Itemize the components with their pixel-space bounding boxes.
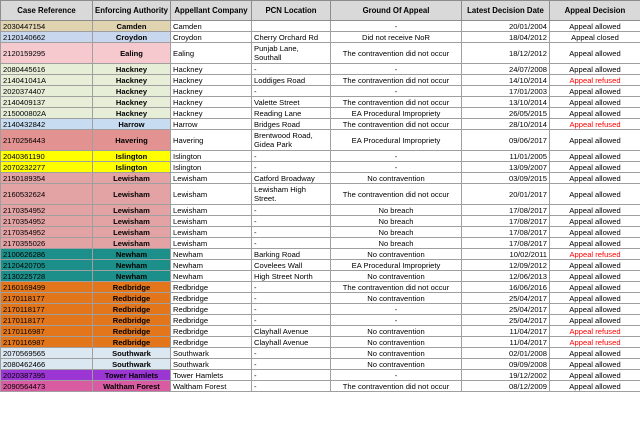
pcn-location-cell[interactable] (252, 21, 331, 32)
decision-date-cell[interactable]: 17/08/2017 (462, 227, 550, 238)
appeal-decision-cell[interactable]: Appeal allowed (550, 315, 640, 326)
enforcing-authority-cell[interactable]: Harrow (93, 119, 171, 130)
ground-of-appeal-cell[interactable]: The contravention did not occur (331, 97, 462, 108)
pcn-location-cell[interactable]: - (252, 216, 331, 227)
enforcing-authority-cell[interactable]: Newham (93, 271, 171, 282)
enforcing-authority-cell[interactable]: Hackney (93, 64, 171, 75)
appellant-company-cell[interactable]: Newham (171, 249, 252, 260)
case-reference-cell[interactable]: 2140432842 (1, 119, 93, 130)
decision-date-cell[interactable]: 17/08/2017 (462, 216, 550, 227)
table-row (1, 21, 640, 32)
appellant-company-cell[interactable]: Redbridge (171, 282, 252, 293)
pcn-location-cell[interactable]: Covelees Wall (252, 260, 331, 271)
enforcing-authority-cell[interactable]: Redbridge (93, 337, 171, 348)
case-reference-cell[interactable]: 2170354952 (1, 216, 93, 227)
appellant-company-cell[interactable]: Tower Hamlets (171, 370, 252, 381)
enforcing-authority-cell[interactable]: Camden (93, 21, 171, 32)
pcn-location-cell[interactable]: Clayhall Avenue (252, 337, 331, 348)
enforcing-authority-cell[interactable]: Lewisham (93, 173, 171, 184)
appeal-decision-cell[interactable]: Appeal closed (550, 32, 640, 43)
decision-date-cell[interactable]: 17/01/2003 (462, 86, 550, 97)
decision-date-cell[interactable]: 17/08/2017 (462, 238, 550, 249)
appellant-company-cell[interactable]: Lewisham (171, 173, 252, 184)
table-row (1, 381, 640, 392)
appellant-company-cell[interactable]: Redbridge (171, 304, 252, 315)
enforcing-authority-cell[interactable]: Hackney (93, 97, 171, 108)
enforcing-authority-cell[interactable]: Islington (93, 162, 171, 173)
table-row (1, 337, 640, 348)
appeal-decision-cell[interactable]: Appeal allowed (550, 282, 640, 293)
appellant-company-cell[interactable]: Ealing (171, 43, 252, 64)
decision-date-cell[interactable]: 02/01/2008 (462, 348, 550, 359)
appeal-decision-cell[interactable]: Appeal allowed (550, 348, 640, 359)
case-reference-cell[interactable]: 2070569565 (1, 348, 93, 359)
pcn-location-cell[interactable]: Cherry Orchard Rd (252, 32, 331, 43)
ground-of-appeal-cell[interactable]: The contravention did not occur (331, 282, 462, 293)
enforcing-authority-cell[interactable]: Newham (93, 249, 171, 260)
appellant-company-cell[interactable]: Islington (171, 151, 252, 162)
case-reference-cell[interactable]: 2100626286 (1, 249, 93, 260)
appellant-company-cell[interactable]: Redbridge (171, 293, 252, 304)
decision-date-cell[interactable]: 28/10/2014 (462, 119, 550, 130)
decision-date-cell[interactable]: 17/08/2017 (462, 205, 550, 216)
appellant-company-cell[interactable]: Hackney (171, 64, 252, 75)
appellant-company-cell[interactable]: Southwark (171, 359, 252, 370)
table-row (1, 238, 640, 249)
ground-of-appeal-cell[interactable]: - (331, 64, 462, 75)
pcn-location-cell[interactable]: Reading Lane (252, 108, 331, 119)
appeal-decision-cell[interactable]: Appeal allowed (550, 260, 640, 271)
case-reference-cell[interactable]: 2160169499 (1, 282, 93, 293)
decision-date-cell[interactable]: 11/04/2017 (462, 326, 550, 337)
enforcing-authority-cell[interactable]: Redbridge (93, 315, 171, 326)
ground-of-appeal-cell[interactable]: No contravention (331, 293, 462, 304)
table-body (1, 21, 640, 392)
decision-date-cell[interactable]: 13/09/2007 (462, 162, 550, 173)
appeal-decision-cell[interactable]: Appeal allowed (550, 381, 640, 392)
table-row (1, 304, 640, 315)
appeal-decision-cell[interactable]: Appeal allowed (550, 205, 640, 216)
appeal-decision-cell[interactable]: Appeal allowed (550, 173, 640, 184)
case-reference-cell[interactable]: 214041041A (1, 75, 93, 86)
pcn-location-cell[interactable]: - (252, 359, 331, 370)
appeal-decision-cell[interactable]: Appeal allowed (550, 304, 640, 315)
case-reference-cell[interactable]: 2130225728 (1, 271, 93, 282)
pcn-location-cell[interactable]: Clayhall Avenue (252, 326, 331, 337)
ground-of-appeal-cell[interactable]: The contravention did not occur (331, 75, 462, 86)
enforcing-authority-cell[interactable]: Redbridge (93, 282, 171, 293)
appeal-decision-cell[interactable]: Appeal allowed (550, 21, 640, 32)
appellant-company-cell[interactable]: Croydon (171, 32, 252, 43)
appeal-decision-cell[interactable]: Appeal allowed (550, 370, 640, 381)
decision-date-cell[interactable]: 18/12/2012 (462, 43, 550, 64)
appellant-company-cell[interactable]: Newham (171, 271, 252, 282)
pcn-location-cell[interactable]: - (252, 151, 331, 162)
ground-of-appeal-cell[interactable]: No breach (331, 216, 462, 227)
table-row (1, 130, 640, 151)
decision-date-cell[interactable]: 20/01/2017 (462, 184, 550, 205)
appellant-company-cell[interactable]: Hackney (171, 108, 252, 119)
header-row (1, 1, 640, 21)
decision-date-cell[interactable]: 13/10/2014 (462, 97, 550, 108)
decision-date-cell[interactable]: 19/12/2002 (462, 370, 550, 381)
decision-date-cell[interactable]: 14/10/2014 (462, 75, 550, 86)
case-reference-cell[interactable]: 2080445616 (1, 64, 93, 75)
decision-date-cell[interactable]: 08/12/2009 (462, 381, 550, 392)
appeal-decision-cell[interactable]: Appeal refused (550, 249, 640, 260)
case-reference-cell[interactable]: 2070232277 (1, 162, 93, 173)
table-row (1, 86, 640, 97)
appellant-company-cell[interactable]: Lewisham (171, 184, 252, 205)
pcn-location-cell[interactable]: - (252, 304, 331, 315)
case-reference-cell[interactable]: 2160532624 (1, 184, 93, 205)
case-reference-cell[interactable]: 2170118177 (1, 304, 93, 315)
table-row (1, 97, 640, 108)
appeal-decision-cell[interactable]: Appeal allowed (550, 43, 640, 64)
appeal-decision-cell[interactable]: Appeal allowed (550, 64, 640, 75)
appellant-company-cell[interactable]: Waltham Forest (171, 381, 252, 392)
ground-of-appeal-cell[interactable]: The contravention did not occur (331, 119, 462, 130)
ground-of-appeal-cell[interactable]: Did not receive NoR (331, 32, 462, 43)
enforcing-authority-cell[interactable]: Lewisham (93, 205, 171, 216)
ground-of-appeal-cell[interactable]: The contravention did not occur (331, 184, 462, 205)
enforcing-authority-cell[interactable]: Tower Hamlets (93, 370, 171, 381)
pcn-location-cell[interactable]: - (252, 238, 331, 249)
case-reference-cell[interactable]: 2170116987 (1, 337, 93, 348)
decision-date-cell[interactable]: 10/02/2011 (462, 249, 550, 260)
appeal-decision-cell[interactable]: Appeal allowed (550, 238, 640, 249)
pcn-location-cell[interactable]: - (252, 205, 331, 216)
decision-date-cell[interactable]: 25/04/2017 (462, 293, 550, 304)
pcn-location-cell[interactable]: - (252, 282, 331, 293)
header-appellant-company[interactable]: Appellant Company (171, 1, 252, 21)
appeal-decision-cell[interactable]: Appeal allowed (550, 293, 640, 304)
table-row (1, 108, 640, 119)
ground-of-appeal-cell[interactable]: No contravention (331, 173, 462, 184)
case-reference-cell[interactable]: 2030447154 (1, 21, 93, 32)
decision-date-cell[interactable]: 24/07/2008 (462, 64, 550, 75)
table-row (1, 370, 640, 381)
ground-of-appeal-cell[interactable]: - (331, 86, 462, 97)
case-reference-cell[interactable]: 2040361190 (1, 151, 93, 162)
appeal-decision-cell[interactable]: Appeal allowed (550, 86, 640, 97)
table-row (1, 43, 640, 64)
enforcing-authority-cell[interactable]: Croydon (93, 32, 171, 43)
appeal-decision-cell[interactable]: Appeal allowed (550, 151, 640, 162)
enforcing-authority-cell[interactable]: Redbridge (93, 293, 171, 304)
ground-of-appeal-cell[interactable]: No breach (331, 205, 462, 216)
pcn-location-cell[interactable]: - (252, 348, 331, 359)
decision-date-cell[interactable]: 11/01/2005 (462, 151, 550, 162)
pcn-location-cell[interactable]: Lewisham High Street. (252, 184, 331, 205)
ground-of-appeal-cell[interactable]: No breach (331, 238, 462, 249)
decision-date-cell[interactable]: 26/05/2015 (462, 108, 550, 119)
appellant-company-cell[interactable]: Redbridge (171, 315, 252, 326)
pcn-location-cell[interactable]: - (252, 293, 331, 304)
table-row (1, 348, 640, 359)
pcn-location-cell[interactable]: - (252, 315, 331, 326)
ground-of-appeal-cell[interactable]: - (331, 304, 462, 315)
case-reference-cell[interactable]: 2170354952 (1, 205, 93, 216)
enforcing-authority-cell[interactable]: Redbridge (93, 326, 171, 337)
case-reference-cell[interactable]: 2120159295 (1, 43, 93, 64)
pcn-location-cell[interactable]: - (252, 381, 331, 392)
appellant-company-cell[interactable]: Lewisham (171, 227, 252, 238)
decision-date-cell[interactable]: 25/04/2017 (462, 304, 550, 315)
ground-of-appeal-cell[interactable]: - (331, 21, 462, 32)
pcn-location-cell[interactable]: Punjab Lane, Southall (252, 43, 331, 64)
decision-date-cell[interactable]: 09/06/2017 (462, 130, 550, 151)
table-row (1, 326, 640, 337)
pcn-location-cell[interactable]: Valette Street (252, 97, 331, 108)
pcn-location-cell[interactable]: Loddiges Road (252, 75, 331, 86)
decision-date-cell[interactable]: 25/04/2017 (462, 315, 550, 326)
case-reference-cell[interactable]: 2170116987 (1, 326, 93, 337)
header-latest-decision-date[interactable]: Latest Decision Date (462, 1, 550, 21)
header-enforcing-authority[interactable]: Enforcing Authority (93, 1, 171, 21)
table-row (1, 173, 640, 184)
pcn-location-cell[interactable]: - (252, 64, 331, 75)
table-row (1, 315, 640, 326)
case-reference-cell[interactable]: 2120420705 (1, 260, 93, 271)
enforcing-authority-cell[interactable]: Southwark (93, 348, 171, 359)
ground-of-appeal-cell[interactable]: No contravention (331, 337, 462, 348)
ground-of-appeal-cell[interactable]: EA Procedural Impropriety (331, 108, 462, 119)
appellant-company-cell[interactable]: Redbridge (171, 326, 252, 337)
ground-of-appeal-cell[interactable]: No contravention (331, 271, 462, 282)
appellant-company-cell[interactable]: Havering (171, 130, 252, 151)
decision-date-cell[interactable]: 11/04/2017 (462, 337, 550, 348)
decision-date-cell[interactable]: 20/01/2004 (462, 21, 550, 32)
appeal-decision-cell[interactable]: Appeal allowed (550, 130, 640, 151)
decision-date-cell[interactable]: 16/06/2016 (462, 282, 550, 293)
table-row (1, 249, 640, 260)
ground-of-appeal-cell[interactable]: No contravention (331, 348, 462, 359)
ground-of-appeal-cell[interactable]: No contravention (331, 326, 462, 337)
ground-of-appeal-cell[interactable]: The contravention did not occur (331, 381, 462, 392)
decision-date-cell[interactable]: 09/09/2008 (462, 359, 550, 370)
table-row (1, 119, 640, 130)
enforcing-authority-cell[interactable]: Havering (93, 130, 171, 151)
case-reference-cell[interactable]: 2120140662 (1, 32, 93, 43)
ground-of-appeal-cell[interactable]: No breach (331, 227, 462, 238)
appeal-decision-cell[interactable]: Appeal allowed (550, 216, 640, 227)
ground-of-appeal-cell[interactable]: - (331, 162, 462, 173)
table-row (1, 162, 640, 173)
enforcing-authority-cell[interactable]: Hackney (93, 108, 171, 119)
enforcing-authority-cell[interactable]: Southwark (93, 359, 171, 370)
appellant-company-cell[interactable]: Lewisham (171, 205, 252, 216)
pcn-location-cell[interactable]: High Street North (252, 271, 331, 282)
pcn-location-cell[interactable]: - (252, 227, 331, 238)
enforcing-authority-cell[interactable]: Redbridge (93, 304, 171, 315)
ground-of-appeal-cell[interactable]: - (331, 151, 462, 162)
table-row (1, 216, 640, 227)
pcn-location-cell[interactable]: Brentwood Road, Gidea Park (252, 130, 331, 151)
appellant-company-cell[interactable]: Camden (171, 21, 252, 32)
header-appeal-decision[interactable]: Appeal Decision (550, 1, 640, 21)
appeal-decision-cell[interactable]: Appeal allowed (550, 108, 640, 119)
case-reference-cell[interactable]: 2170256443 (1, 130, 93, 151)
case-reference-cell[interactable]: 2080462466 (1, 359, 93, 370)
pcn-location-cell[interactable]: - (252, 162, 331, 173)
appellant-company-cell[interactable]: Hackney (171, 75, 252, 86)
appellant-company-cell[interactable]: Harrow (171, 119, 252, 130)
enforcing-authority-cell[interactable]: Hackney (93, 75, 171, 86)
case-reference-cell[interactable]: 2020374407 (1, 86, 93, 97)
case-reference-cell[interactable]: 2170354952 (1, 227, 93, 238)
enforcing-authority-cell[interactable]: Hackney (93, 86, 171, 97)
ground-of-appeal-cell[interactable]: No contravention (331, 359, 462, 370)
enforcing-authority-cell[interactable]: Lewisham (93, 227, 171, 238)
decision-date-cell[interactable]: 12/09/2012 (462, 260, 550, 271)
header-pcn-location[interactable]: PCN Location (252, 1, 331, 21)
ground-of-appeal-cell[interactable]: - (331, 370, 462, 381)
table-row (1, 64, 640, 75)
case-reference-cell[interactable]: 2170118177 (1, 293, 93, 304)
pcn-location-cell[interactable]: Catford Broadway (252, 173, 331, 184)
appellant-company-cell[interactable]: Lewisham (171, 238, 252, 249)
appellant-company-cell[interactable]: Lewisham (171, 216, 252, 227)
table-row (1, 271, 640, 282)
ground-of-appeal-cell[interactable]: No contravention (331, 249, 462, 260)
appellant-company-cell[interactable]: Hackney (171, 86, 252, 97)
table-row (1, 359, 640, 370)
decision-date-cell[interactable]: 03/09/2015 (462, 173, 550, 184)
decision-date-cell[interactable]: 18/04/2012 (462, 32, 550, 43)
appeal-decision-cell[interactable]: Appeal refused (550, 337, 640, 348)
table-row (1, 227, 640, 238)
table-row (1, 184, 640, 205)
appeal-decision-cell[interactable]: Appeal allowed (550, 162, 640, 173)
pcn-location-cell[interactable]: Barking Road (252, 249, 331, 260)
ground-of-appeal-cell[interactable]: EA Procedural Impropriety (331, 260, 462, 271)
appeal-decision-cell[interactable]: Appeal allowed (550, 227, 640, 238)
case-reference-cell[interactable]: 2090564473 (1, 381, 93, 392)
appeal-decision-cell[interactable]: Appeal allowed (550, 97, 640, 108)
pcn-location-cell[interactable]: - (252, 370, 331, 381)
pcn-location-cell[interactable]: Bridges Road (252, 119, 331, 130)
enforcing-authority-cell[interactable]: Lewisham (93, 184, 171, 205)
appeal-decision-cell[interactable]: Appeal allowed (550, 359, 640, 370)
case-reference-cell[interactable]: 2020387395 (1, 370, 93, 381)
appellant-company-cell[interactable]: Islington (171, 162, 252, 173)
table-row (1, 260, 640, 271)
table-row (1, 205, 640, 216)
appellant-company-cell[interactable]: Hackney (171, 97, 252, 108)
ground-of-appeal-cell[interactable]: EA Procedural Impropriety (331, 130, 462, 151)
appellant-company-cell[interactable]: Redbridge (171, 337, 252, 348)
appeal-decision-cell[interactable]: Appeal refused (550, 326, 640, 337)
case-reference-cell[interactable]: 215000802A (1, 108, 93, 119)
case-reference-cell[interactable]: 2170118177 (1, 315, 93, 326)
table-row (1, 293, 640, 304)
appellant-company-cell[interactable]: Newham (171, 260, 252, 271)
enforcing-authority-cell[interactable]: Newham (93, 260, 171, 271)
case-reference-cell[interactable]: 2140409137 (1, 97, 93, 108)
appeal-decision-cell[interactable]: Appeal allowed (550, 271, 640, 282)
ground-of-appeal-cell[interactable]: - (331, 315, 462, 326)
decision-date-cell[interactable]: 12/06/2013 (462, 271, 550, 282)
enforcing-authority-cell[interactable]: Lewisham (93, 238, 171, 249)
table-row (1, 282, 640, 293)
enforcing-authority-cell[interactable]: Lewisham (93, 216, 171, 227)
header-ground-of-appeal[interactable]: Ground Of Appeal (331, 1, 462, 21)
enforcing-authority-cell[interactable]: Islington (93, 151, 171, 162)
table-row (1, 75, 640, 86)
pcn-location-cell[interactable]: - (252, 86, 331, 97)
ground-of-appeal-cell[interactable]: The contravention did not occur (331, 43, 462, 64)
appeal-decision-cell[interactable]: Appeal refused (550, 75, 640, 86)
enforcing-authority-cell[interactable]: Waltham Forest (93, 381, 171, 392)
appeal-decision-cell[interactable]: Appeal refused (550, 119, 640, 130)
case-reference-cell[interactable]: 2170355026 (1, 238, 93, 249)
enforcing-authority-cell[interactable]: Ealing (93, 43, 171, 64)
appeal-decision-cell[interactable]: Appeal allowed (550, 184, 640, 205)
table-row (1, 32, 640, 43)
appellant-company-cell[interactable]: Southwark (171, 348, 252, 359)
table-row (1, 151, 640, 162)
header-case-reference[interactable]: Case Reference (1, 1, 93, 21)
case-reference-cell[interactable]: 2150189354 (1, 173, 93, 184)
